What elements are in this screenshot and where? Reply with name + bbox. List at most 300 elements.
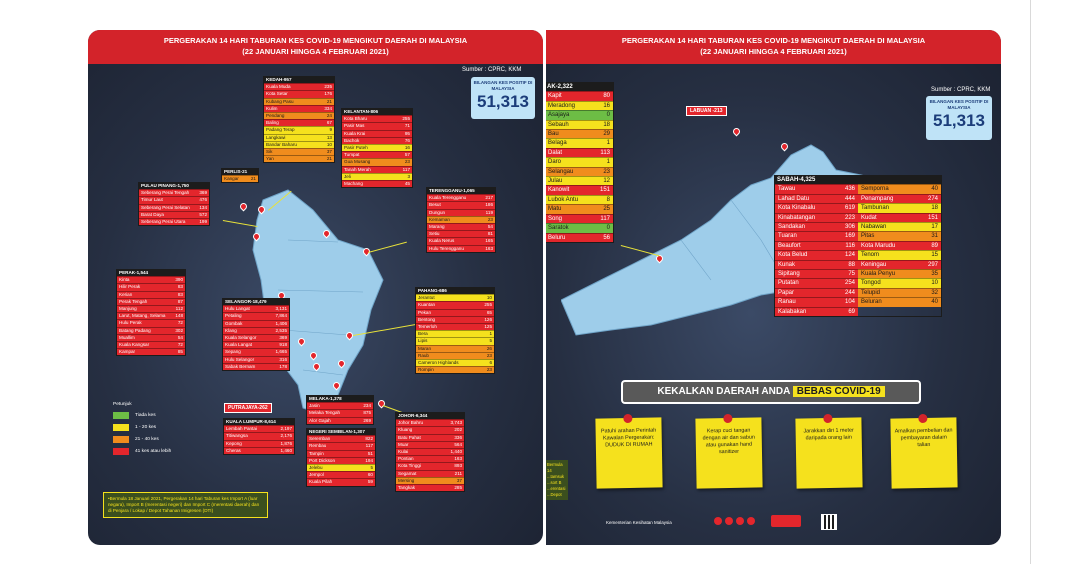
- case-count: 5: [370, 465, 373, 471]
- legend-item: [113, 436, 171, 443]
- district-name: Bera: [418, 331, 428, 337]
- counter-value: 51,313: [933, 111, 985, 130]
- case-count: 822: [365, 436, 373, 442]
- district-name: Seberang Perai Selatan: [141, 204, 190, 210]
- case-count: 69: [848, 308, 855, 315]
- district-name: Pasir Puteh: [344, 145, 368, 151]
- district-row: [546, 101, 613, 110]
- district-row: [775, 203, 858, 212]
- state-table-sabah: [774, 175, 942, 317]
- case-count: 10: [931, 280, 938, 287]
- state-name: NEGERI SEMBILAN-1,307: [307, 429, 375, 435]
- case-count: 124: [844, 252, 855, 259]
- district-name: Machang: [344, 181, 363, 187]
- district-row: [224, 432, 294, 439]
- district-name: Kepong: [226, 440, 242, 446]
- legend: [113, 402, 171, 455]
- district-row: [342, 130, 412, 137]
- district-row: [858, 194, 941, 203]
- district-row: [858, 288, 941, 297]
- case-count: 126: [484, 316, 492, 322]
- case-count: 67: [326, 120, 332, 126]
- district-name: Gua Musang: [344, 159, 371, 165]
- district-row: [416, 323, 494, 330]
- case-count: 29: [603, 131, 610, 138]
- case-count: 2,197: [280, 426, 292, 432]
- district-row: [307, 478, 375, 485]
- district-name: Tenom: [861, 252, 880, 259]
- district-name: Muallim: [119, 334, 135, 340]
- case-count: 119: [485, 209, 493, 215]
- case-count: 23: [487, 216, 493, 222]
- district-row: [264, 105, 334, 112]
- case-count: 223: [844, 214, 855, 221]
- case-count: 186: [485, 202, 493, 208]
- district-row: [416, 309, 494, 316]
- district-row: [117, 348, 185, 355]
- district-row: [427, 209, 495, 216]
- district-row: [264, 98, 334, 105]
- advice-text: Kerap cuci tangan dengan air dan sabun atau gunakan hand sanitizer: [702, 427, 755, 456]
- district-name: Kuala Muda: [266, 84, 291, 90]
- district-name: Kunak: [778, 261, 796, 268]
- state-name: MELAKA-1,378: [307, 396, 373, 402]
- district-row: [416, 337, 494, 344]
- district-row: [427, 223, 495, 230]
- state-name: KEDAH-957: [264, 77, 334, 83]
- peninsular-panel: [88, 30, 543, 545]
- district-row: [342, 144, 412, 151]
- advice-text: Amalkan pembelian dan pembayaran dalam talian: [894, 427, 953, 449]
- district-row: [858, 203, 941, 212]
- district-row: [224, 440, 294, 447]
- district-name: Tongod: [861, 280, 881, 287]
- case-count: 35: [931, 271, 938, 278]
- district-row: [858, 184, 941, 193]
- district-row: [342, 137, 412, 144]
- district-row: [546, 91, 613, 100]
- district-name: Putatan: [778, 280, 799, 287]
- district-name: Kota Kinabalu: [778, 205, 816, 212]
- district-name: Larut, Matang, Selama: [119, 313, 166, 319]
- state-name: KELANTAN-806: [342, 109, 412, 115]
- district-row: [546, 120, 613, 129]
- district-name: Sipitang: [778, 271, 800, 278]
- district-row: [264, 112, 334, 119]
- district-name: Julau: [548, 178, 563, 185]
- district-row: [427, 201, 495, 208]
- district-name: Temerloh: [418, 324, 437, 330]
- district-name: Rembau: [309, 443, 327, 449]
- district-row: [264, 148, 334, 155]
- case-count: 40: [931, 299, 938, 306]
- case-count: 1,665: [275, 349, 287, 355]
- case-count: 169: [844, 233, 855, 240]
- case-count: 572: [199, 211, 207, 217]
- district-row: [396, 462, 464, 469]
- state-name: PAHANG-686: [416, 288, 494, 294]
- title-line1: PERGERAKAN 14 HARI TABURAN KES COVID-19 MENGIKUT DAERAH DI MALAYSIA: [621, 36, 926, 45]
- case-count: 71: [404, 123, 410, 129]
- labuan-label: LABUAN -213: [686, 106, 727, 116]
- district-row: [264, 155, 334, 162]
- district-name: Jempol: [309, 472, 324, 478]
- district-row: [427, 216, 495, 223]
- pushpin-icon: [918, 414, 927, 423]
- district-row: [396, 448, 464, 455]
- district-name: Jerantut: [418, 295, 435, 301]
- case-count: 2,535: [275, 327, 287, 333]
- district-name: Sik: [266, 149, 273, 155]
- district-row: [775, 278, 858, 287]
- case-count: 15: [931, 252, 938, 259]
- district-row: [139, 211, 209, 218]
- district-name: Sandakan: [778, 224, 806, 231]
- counter-label: BILANGAN KES POSITIF DI MALAYSIA: [473, 80, 533, 91]
- banner-highlight: BEBAS COVID-19: [793, 386, 885, 397]
- case-count: 1,406: [275, 320, 287, 326]
- district-name: Rompin: [418, 367, 434, 373]
- district-row: [224, 425, 294, 432]
- district-name: Kuala Pilah: [309, 479, 333, 485]
- district-row: [307, 417, 373, 424]
- district-row: [858, 250, 941, 259]
- district-row: [546, 167, 613, 176]
- district-row: [775, 260, 858, 269]
- case-count: 95: [404, 130, 410, 136]
- case-count: 297: [927, 261, 938, 268]
- case-count: 72: [177, 342, 183, 348]
- case-count: 194: [365, 457, 373, 463]
- instagram-icon: [747, 517, 755, 525]
- district-row: [416, 294, 494, 301]
- district-row: [546, 129, 613, 138]
- advice-note-online-purchase: [890, 417, 957, 488]
- district-row: [546, 204, 613, 213]
- case-count: 21: [326, 98, 332, 104]
- district-name: Hulu Terengganu: [429, 245, 464, 251]
- case-count: 89: [931, 242, 938, 249]
- district-row: [342, 122, 412, 129]
- case-count: 5: [489, 338, 492, 344]
- case-count: 25: [603, 206, 610, 213]
- district-name: Kuala Penyu: [861, 271, 896, 278]
- qr-code-icon: [821, 514, 837, 530]
- district-name: Matu: [548, 206, 562, 213]
- case-count: 3: [407, 173, 410, 179]
- case-count: 83: [177, 291, 183, 297]
- state-table-kuala-lumpur: [223, 418, 295, 455]
- district-name: Kulai: [398, 449, 409, 455]
- case-count: 619: [844, 205, 855, 212]
- district-name: Klang: [225, 327, 237, 333]
- case-count: 1,440: [450, 449, 462, 455]
- case-count: 1: [606, 140, 610, 147]
- case-count: 3,743: [450, 420, 462, 426]
- case-count: 2,176: [280, 433, 292, 439]
- youtube-icon: [736, 517, 744, 525]
- advice-note-stay-home: [595, 417, 662, 488]
- district-row: [546, 214, 613, 223]
- district-name: Maran: [418, 345, 432, 351]
- district-row: [342, 151, 412, 158]
- district-name: Batang Padang: [119, 327, 151, 333]
- district-row: [775, 194, 858, 203]
- district-row: [307, 442, 375, 449]
- district-row: [775, 288, 858, 297]
- district-row: [546, 185, 613, 194]
- district-name: Baling: [266, 120, 279, 126]
- district-name: Hulu Langat: [225, 306, 250, 312]
- district-name: Hulu Perak: [119, 320, 142, 326]
- case-count: 234: [363, 403, 371, 409]
- state-name: PULAU PINANG-1,750: [139, 183, 209, 189]
- case-count: 10: [326, 141, 332, 147]
- district-name: Bau: [548, 131, 559, 138]
- district-row: [396, 434, 464, 441]
- case-count: 26: [486, 345, 492, 351]
- district-name: Kinta: [119, 277, 130, 283]
- district-row: [117, 319, 185, 326]
- state-table-pahang: [415, 287, 495, 374]
- case-count: 165: [485, 238, 493, 244]
- district-name: Kota Tinggi: [398, 463, 421, 469]
- district-name: Kota Belud: [778, 252, 808, 259]
- district-name: Kubang Pasu: [266, 98, 294, 104]
- district-row: [775, 222, 858, 231]
- case-count: 13: [326, 134, 332, 140]
- state-name: PERLIS-21: [222, 169, 258, 175]
- state-name: SABAH-4,325: [775, 176, 941, 184]
- district-name: Seremban: [309, 436, 331, 442]
- district-row: [223, 334, 289, 341]
- case-count: 60: [367, 472, 373, 478]
- case-count: 113: [600, 149, 610, 156]
- district-name: Kinabatangan: [778, 214, 816, 221]
- district-row: [307, 471, 375, 478]
- district-name: Jelebu: [309, 465, 323, 471]
- district-name: Daro: [548, 159, 562, 166]
- district-name: Mersing: [398, 477, 415, 483]
- district-name: Kota Bharu: [344, 116, 367, 122]
- district-name: Tanah Merah: [344, 166, 371, 172]
- district-row: [307, 457, 375, 464]
- advice-text: Patuhi arahan Perintah Kawalan Pergerakan: DUDUK DI RUMAH: [600, 427, 657, 449]
- legend-label: 41 kes atau lebih: [135, 449, 172, 454]
- state-name: KUALA LUMPUR-8,614: [224, 419, 294, 425]
- district-row: [775, 231, 858, 240]
- advice-note-distance: [795, 417, 862, 488]
- case-count: 23: [404, 159, 410, 165]
- district-row: [858, 260, 941, 269]
- district-name: Kudat: [861, 214, 877, 221]
- district-row: [223, 312, 289, 319]
- case-count: 81: [487, 231, 493, 237]
- district-name: Bentong: [418, 316, 436, 322]
- district-row: [546, 223, 613, 232]
- district-name: Bandar Baharu: [266, 141, 297, 147]
- district-row: [546, 176, 613, 185]
- case-count: 117: [365, 443, 373, 449]
- district-row: [427, 194, 495, 201]
- case-count: 306: [844, 224, 855, 231]
- district-name: Manjung: [119, 306, 137, 312]
- bebas-covid-banner: [621, 380, 921, 404]
- district-name: Marang: [429, 224, 445, 230]
- district-name: Petaling: [225, 313, 242, 319]
- pushpin-icon: [623, 414, 632, 423]
- district-row: [307, 450, 375, 457]
- legend-item: [113, 424, 171, 431]
- advice-text: Jarakkan diri 1 meter daripada orang lain: [803, 427, 854, 442]
- district-row: [396, 426, 464, 433]
- title-line2: (22 JANUARI HINGGA 4 FEBRUARI 2021): [700, 47, 847, 56]
- district-name: Beluran: [861, 299, 882, 306]
- case-count: 564: [454, 441, 462, 447]
- case-count: 76: [404, 137, 410, 143]
- case-count: 12: [603, 178, 610, 185]
- district-row: [858, 222, 941, 231]
- district-name: Penampang: [861, 195, 894, 202]
- case-count: 65: [486, 309, 492, 315]
- district-row: [858, 231, 941, 240]
- social-media-icons: [714, 517, 755, 525]
- case-count: 0: [606, 225, 610, 232]
- district-row: [396, 470, 464, 477]
- case-count: 116: [845, 242, 855, 249]
- district-name: Padang Terap: [266, 127, 295, 133]
- case-count: 45: [404, 181, 410, 187]
- case-count: 163: [485, 245, 493, 251]
- district-name: Titiwangsa: [226, 433, 248, 439]
- case-count: 0: [606, 112, 610, 119]
- district-row: [775, 184, 858, 193]
- case-count: 32: [931, 289, 938, 296]
- district-name: Port Dickson: [309, 457, 336, 463]
- case-count: 10: [486, 295, 492, 301]
- district-row: [342, 158, 412, 165]
- district-row: [396, 419, 464, 426]
- case-count: 269: [363, 417, 371, 423]
- district-name: Beluru: [548, 234, 566, 241]
- district-row: [264, 83, 334, 90]
- district-name: Pitas: [861, 233, 875, 240]
- district-row: [416, 345, 494, 352]
- case-count: 369: [279, 335, 287, 341]
- district-name: Seberang Perai Tengah: [141, 190, 190, 196]
- district-name: Perak Tengah: [119, 298, 148, 304]
- case-count: 37: [456, 477, 462, 483]
- district-row: [416, 366, 494, 373]
- district-row: [396, 441, 464, 448]
- district-row: [427, 245, 495, 252]
- case-count: 117: [600, 215, 610, 222]
- district-name: Yan: [266, 156, 274, 162]
- district-row: [546, 157, 613, 166]
- district-name: Tampin: [309, 450, 324, 456]
- case-count: 1,876: [280, 440, 292, 446]
- district-row: [224, 447, 294, 454]
- district-name: Kerian: [119, 291, 133, 297]
- district-row: [416, 301, 494, 308]
- case-count: 9: [329, 127, 332, 133]
- case-count: 6: [489, 360, 492, 366]
- legend-label: 21 - 40 kes: [135, 437, 159, 442]
- case-count: 88: [848, 261, 855, 268]
- case-count: 16: [603, 102, 610, 109]
- case-count: 202: [454, 427, 462, 433]
- case-count: 274: [927, 195, 938, 202]
- district-name: Segamat: [398, 470, 417, 476]
- district-name: Kanowit: [548, 187, 570, 194]
- ministry-footer: Kementerian Kesihatan Malaysia: [606, 520, 672, 525]
- district-name: Kuala Langat: [225, 342, 253, 348]
- case-count: 18: [603, 121, 610, 128]
- state-table-terengganu: [426, 187, 496, 253]
- legend-swatch: [113, 424, 129, 431]
- import-cases-note: •Bermula 18 Januari 2021, Pergerakan 14 hari Taburan kes Import A (luar negara), Import B (merentasi negeri) dan Import C (merentasi daerah) dan di Penjara / Lokap / Depot Tahanan Imigresen (DTI): [103, 492, 268, 518]
- state-table-perak: [116, 269, 186, 356]
- district-row: [117, 291, 185, 298]
- district-row: [222, 175, 258, 182]
- district-row: [775, 241, 858, 250]
- case-count: 112: [175, 306, 183, 312]
- district-name: Nabawan: [861, 224, 887, 231]
- district-name: Setiu: [429, 231, 440, 237]
- district-row: [223, 363, 289, 370]
- district-name: Gombak: [225, 320, 243, 326]
- case-count: 23: [486, 352, 492, 358]
- title-line1: PERGERAKAN 14 HARI TABURAN KES COVID-19 MENGIKUT DAERAH DI MALAYSIA: [163, 36, 468, 45]
- legend-swatch: [113, 448, 129, 455]
- district-name: Pasir Mas: [344, 123, 365, 129]
- district-name: Keningau: [861, 261, 887, 268]
- district-name: Belaga: [548, 140, 567, 147]
- case-count: 254: [844, 280, 855, 287]
- district-row: [427, 230, 495, 237]
- district-name: Pontian: [398, 456, 414, 462]
- legend-swatch: [113, 436, 129, 443]
- district-row: [546, 138, 613, 147]
- district-name: Semporna: [861, 186, 889, 193]
- legend-label: Tiada kes: [135, 413, 156, 418]
- district-row: [427, 237, 495, 244]
- case-count: 21: [326, 156, 332, 162]
- state-table-johor: [395, 412, 465, 492]
- import-cases-note-fragment: Bermula 14 ...tamsuk ...sort B ...erentasi ...Depot: [546, 460, 568, 500]
- case-count: 302: [175, 327, 183, 333]
- district-row: [775, 269, 858, 278]
- district-name: Tawau: [778, 186, 796, 193]
- district-row: [396, 484, 464, 491]
- district-row: [139, 189, 209, 196]
- district-name: Melaka Tengah: [309, 410, 341, 416]
- counter-value: 51,313: [477, 92, 529, 111]
- district-name: Hulu Selangor: [225, 356, 255, 362]
- case-count: 87: [177, 298, 183, 304]
- case-count: 23: [486, 367, 492, 373]
- page-edge-line: [1030, 0, 1031, 564]
- case-count: 54: [487, 224, 493, 230]
- case-count: 18: [931, 205, 938, 212]
- case-count: 176: [324, 91, 332, 97]
- legend-item: [113, 448, 171, 455]
- case-count: 72: [177, 320, 183, 326]
- district-name: Lembah Pantai: [226, 426, 257, 432]
- state-table-kelantan: [341, 108, 413, 188]
- legend-title: Petunjuk: [113, 402, 132, 407]
- panel-title: [88, 35, 543, 57]
